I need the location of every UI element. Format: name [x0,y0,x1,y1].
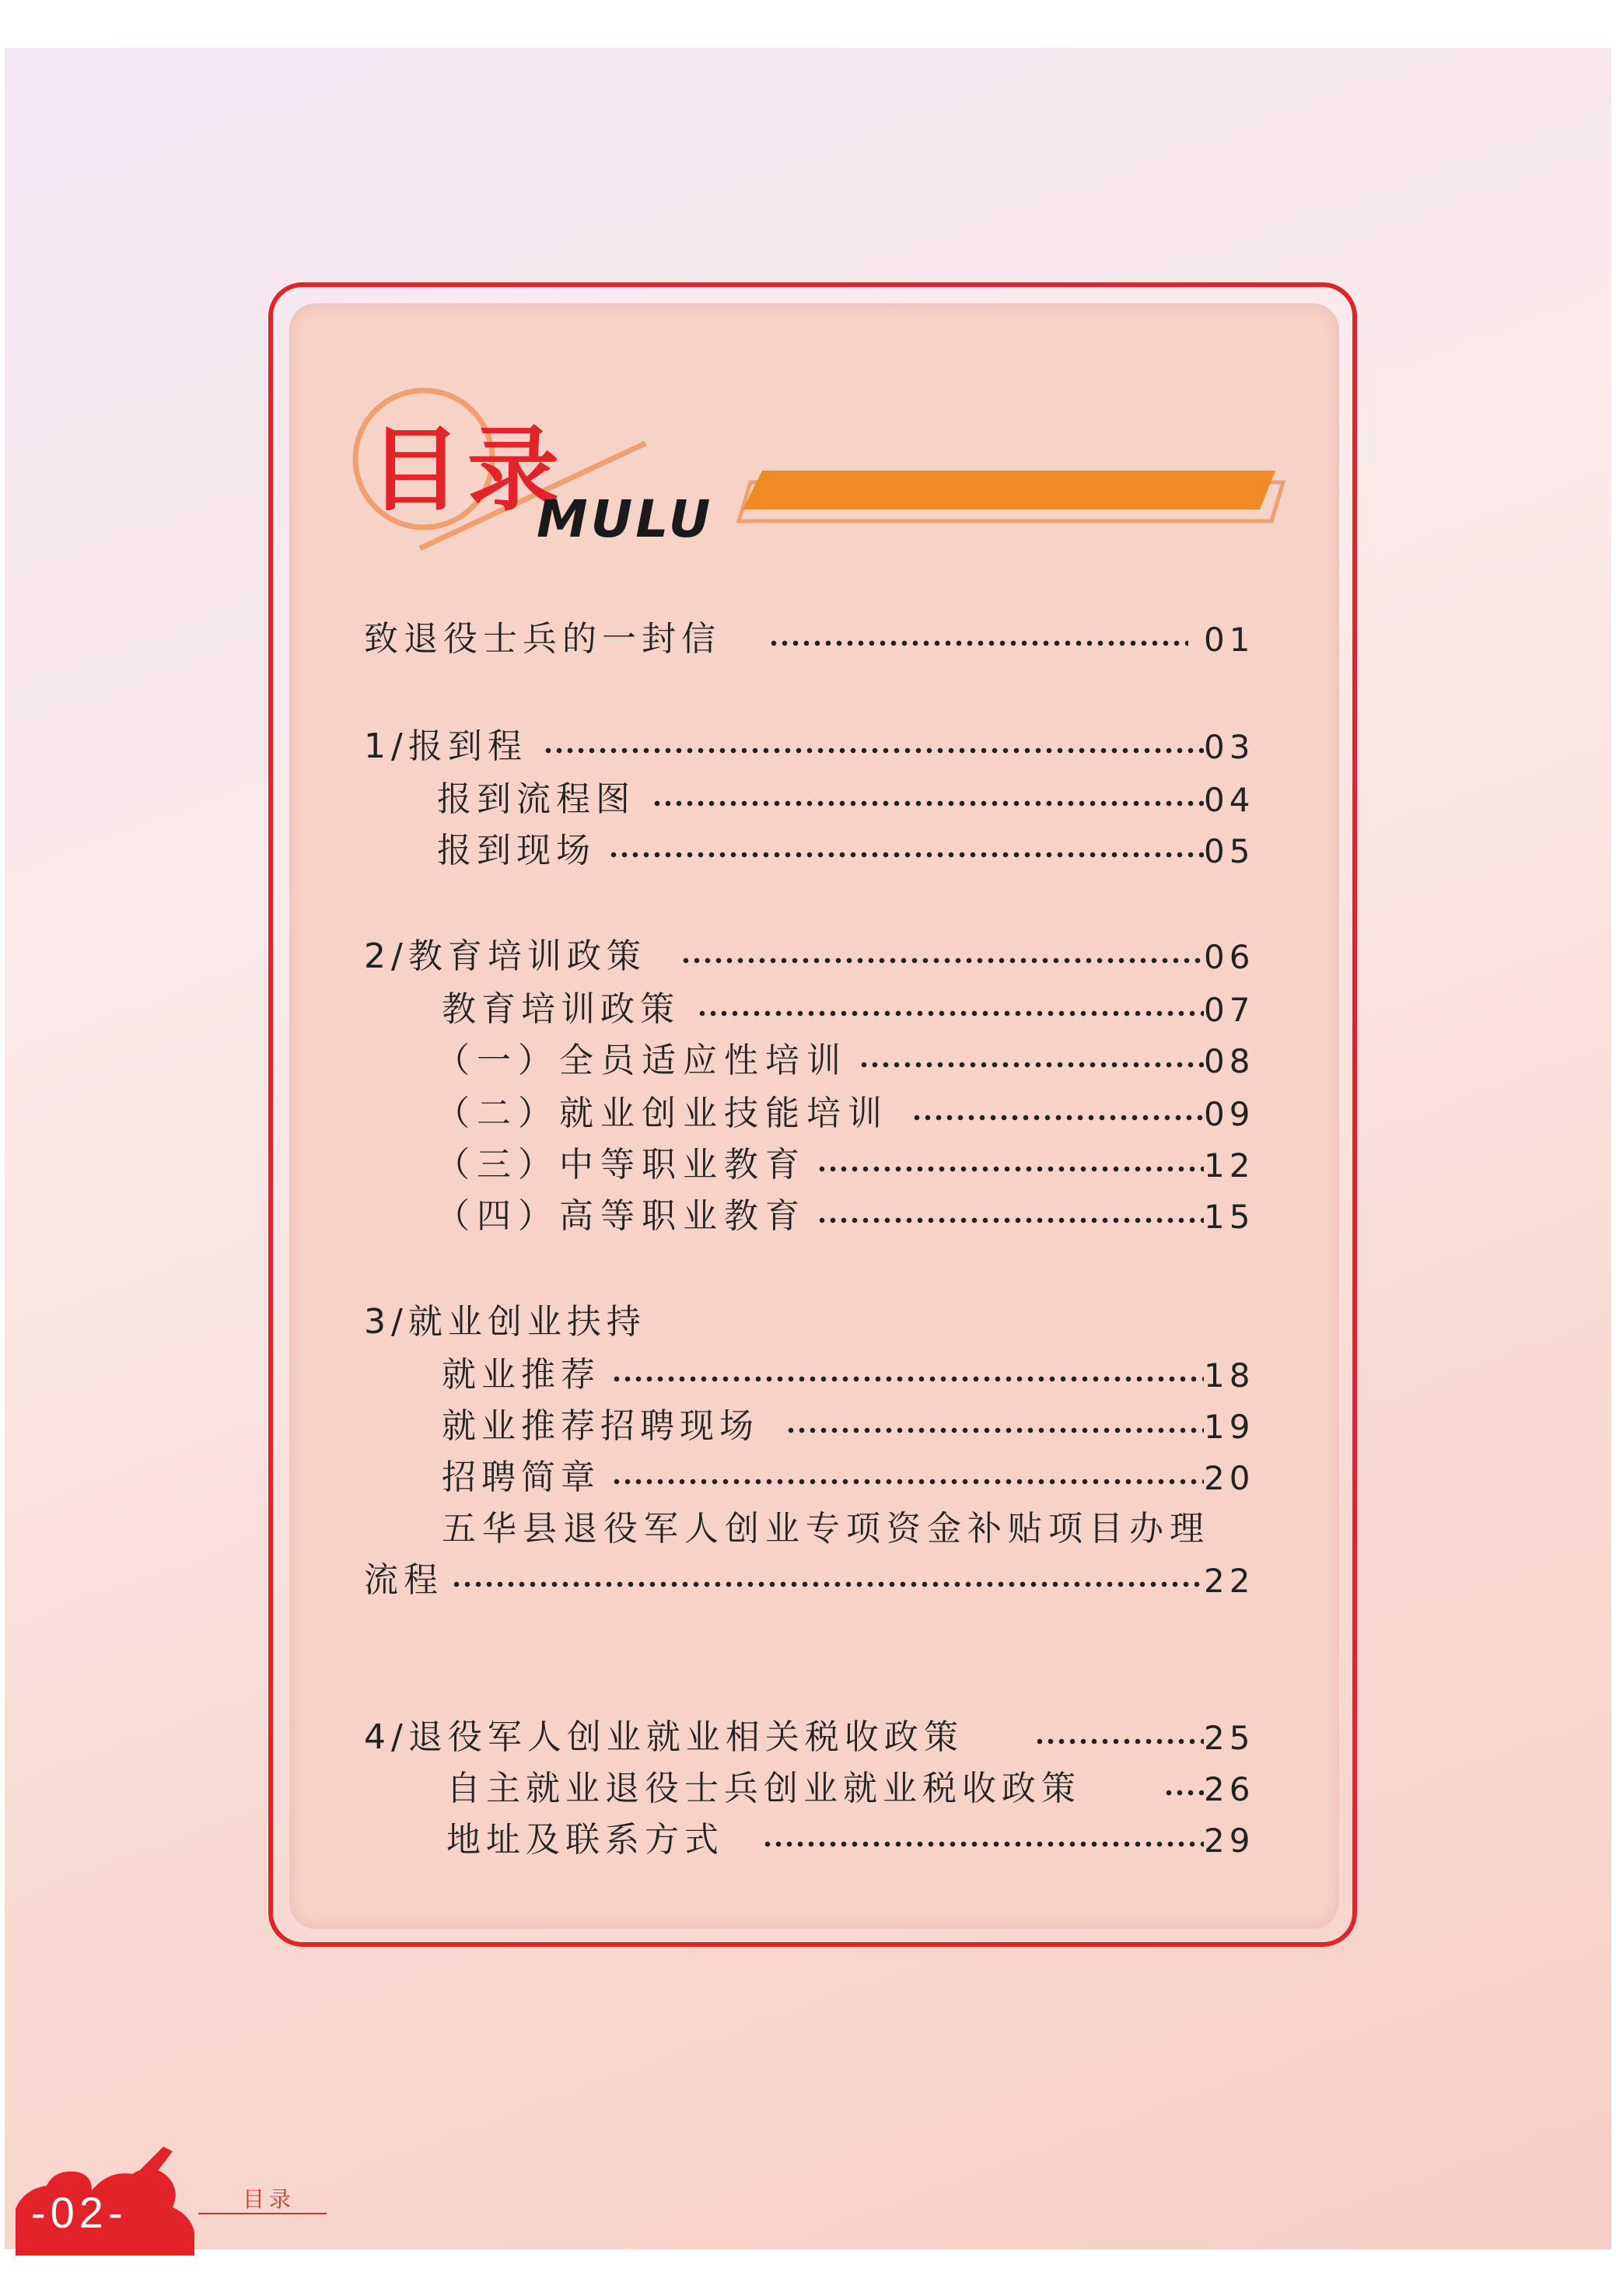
dot-leader [697,1010,1204,1017]
dot-leader [652,800,1204,807]
toc-entry-label[interactable]: 就业推荐 [442,1355,600,1395]
toc-entry-page: 06 [1204,938,1255,976]
toc-entry-label[interactable]: 致退役士兵的一封信 [364,619,721,659]
toc-section-label[interactable]: 3/就业创业扶持 [364,1302,646,1342]
toc-entry-label[interactable]: （二）就业创业技能培训 [435,1094,889,1133]
toc-entry-page: 03 [1204,728,1255,766]
toc-entry-page: 15 [1204,1198,1255,1236]
toc-entry-label[interactable]: 就业推荐招聘现场 [442,1406,759,1446]
dot-leader [762,1840,1204,1848]
dot-leader [611,1478,1204,1486]
dot-leader [817,1165,1204,1173]
toc-entry-page: 01 [1204,621,1255,659]
toc-entry-label[interactable]: 教育培训政策 [442,989,680,1029]
toc-entry-label[interactable]: 2/教育培训政策 [364,936,646,976]
toc-entry-page: 07 [1204,991,1255,1029]
toc-entry-label[interactable]: 五华县退役军人创业专项资金补贴项目办理 [442,1509,1210,1549]
toc-entry-page: 08 [1204,1042,1255,1080]
toc-entry-label[interactable]: 报到现场 [437,831,596,870]
toc-entry-label[interactable]: 报到流程图 [437,779,635,819]
toc-entry-page: 22 [1204,1562,1255,1600]
dot-leader [543,747,1204,754]
page-number: -02- [31,2188,128,2237]
toc-entry-page: 19 [1204,1408,1255,1446]
footer-divider [198,2213,327,2214]
header-bar [743,471,1275,509]
toc-entry-page: 18 [1204,1356,1255,1395]
dot-leader [1163,1789,1204,1797]
toc-entry-page: 29 [1204,1822,1255,1860]
toc-entry-page: 26 [1204,1770,1255,1808]
toc-entry-label[interactable]: 自主就业退役士兵创业就业税收政策 [446,1769,1081,1808]
toc-entry-page: 09 [1204,1095,1255,1133]
toc-entry-page: 12 [1204,1146,1255,1185]
toc-title: 目录 [369,416,566,523]
dot-leader [680,957,1204,964]
toc-entry-label[interactable]: （三）中等职业教育 [435,1145,806,1185]
dot-leader [611,1375,1204,1383]
toc-entry-label[interactable]: 招聘简章 [442,1458,600,1497]
toc-entry-page: 20 [1204,1459,1255,1497]
toc-subtitle: MULU [537,489,714,549]
toc-header-graphic [311,366,1306,568]
dot-leader [785,1426,1204,1434]
toc-entry-page: 25 [1204,1719,1255,1757]
toc-entry-page: 04 [1204,781,1255,819]
toc-entry-label[interactable]: 1/报到程 [364,726,527,766]
dot-leader [608,851,1204,859]
footer-section-label: 目录 [243,2186,296,2212]
toc-entry-label[interactable]: （一）全员适应性培训 [435,1041,848,1080]
toc-entry-label[interactable]: 地址及联系方式 [446,1820,724,1860]
dot-leader [1034,1738,1204,1745]
dot-leader [859,1061,1204,1069]
dot-leader [911,1114,1204,1122]
dot-leader [768,639,1188,647]
dot-leader [817,1216,1204,1224]
toc-entry-page: 05 [1204,832,1255,870]
dot-leader [451,1580,1204,1588]
toc-entry-label[interactable]: 4/退役军人创业就业相关税收政策 [364,1717,964,1757]
toc-entry-label[interactable]: （四）高等职业教育 [435,1196,806,1236]
toc-entry-label[interactable]: 流程 [364,1560,443,1600]
